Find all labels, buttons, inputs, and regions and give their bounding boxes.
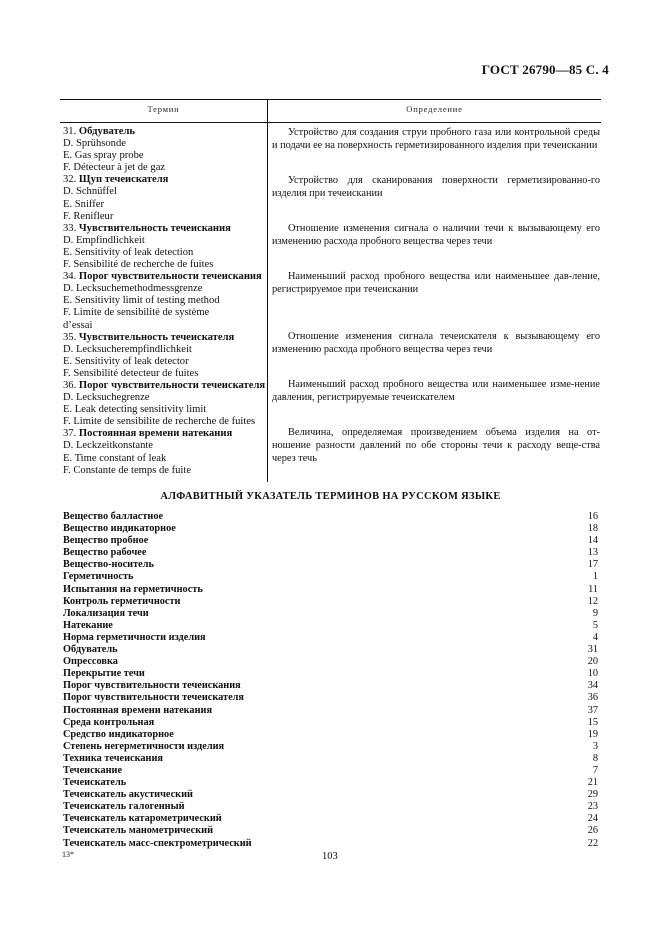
index-term: Порог чувствительности течеискания <box>63 680 241 692</box>
term-translation: F. Limite de sensibilite de recherche de fuites <box>63 416 256 428</box>
column-header-definition: Определение <box>406 104 463 114</box>
index-entry <box>63 632 598 644</box>
index-entry <box>63 729 598 741</box>
term-translation: F. Détecteur à jet de gaz <box>63 162 166 174</box>
term-translation: F. Renifleur <box>63 210 114 222</box>
term-name: Порог чувствительности течеискания <box>78 271 262 283</box>
index-page: 13 <box>587 547 598 559</box>
index-page: 1 <box>592 571 598 583</box>
term-name: Обдуватель <box>78 126 136 137</box>
index-page: 34 <box>587 680 598 692</box>
index-title: АЛФАВИТНЫЙ УКАЗАТЕЛЬ ТЕРМИНОВ НА РУССКОМ ЯЗЫКЕ <box>160 491 501 502</box>
index-entry <box>63 765 598 777</box>
page-header: ГОСТ 26790—85 С. 4 <box>481 62 609 77</box>
index-term: Течеискатель масс-спектрометрический <box>63 837 252 849</box>
index-entry <box>63 547 598 559</box>
term-heading <box>63 223 268 235</box>
term-definition <box>272 222 600 248</box>
term-translation: d’essai <box>63 319 93 331</box>
definition-text: Наименьший расход пробного вещества или наименьшее изме-нение давления, регистрируемые течеискателем <box>272 379 600 403</box>
term-number: 33. <box>63 222 77 234</box>
term-number: 36. <box>63 379 77 391</box>
index-entry <box>63 668 598 680</box>
index-page: 7 <box>592 764 598 776</box>
definition-text: Отношение изменения сигнала течеискателя к вызывающему его изменению расхода пробного вещества через течи <box>272 331 600 355</box>
index-page: 21 <box>587 777 598 789</box>
definition-text: Устройство для создания струи пробного газа или контрольной среды и подачи ее на поверхность герметизированного изделия при течеискании <box>272 127 600 151</box>
term-translation: E. Sensitivity of leak detector <box>63 355 189 367</box>
index-page: 15 <box>587 716 598 728</box>
index-page: 10 <box>587 668 598 680</box>
index-term: Течеискание <box>63 764 123 776</box>
index-entry <box>63 559 598 571</box>
definition-text: Отношение изменения сигнала о наличии течи к вызывающему его изменению расхода пробного вещества через течи <box>272 223 600 247</box>
definition-text: Устройство для сканирования поверхности герметизированно-го изделия при течеискании <box>272 175 600 199</box>
index-entry <box>63 717 598 729</box>
index-term: Течеискатель <box>63 777 127 789</box>
table-header-rule <box>60 122 601 123</box>
index-entry <box>63 596 598 608</box>
index-page: 8 <box>592 752 598 764</box>
index-page: 16 <box>587 511 598 522</box>
index-page: 14 <box>587 535 598 547</box>
term-translation: F. Limite de sensibilité de système <box>63 307 210 319</box>
index-page: 5 <box>592 619 598 631</box>
index-page: 4 <box>592 631 598 643</box>
term-number: 35. <box>63 331 77 343</box>
term-heading <box>63 126 268 138</box>
index-entry <box>63 789 598 801</box>
term-translation: F. Sensibilité de recherche de fuites <box>63 259 214 271</box>
index-term: Постоянная времени натекания <box>63 704 213 716</box>
index-term: Опрессовка <box>63 656 118 668</box>
index-term: Течеискатель акустический <box>63 789 193 801</box>
index-page: 31 <box>587 644 598 656</box>
index-page: 9 <box>592 607 598 619</box>
index-term: Локализация течи <box>63 607 149 619</box>
term-translation: D. Lecksucherempfindlichkeit <box>63 343 192 355</box>
index-term: Вещество балластное <box>63 511 164 522</box>
index-entry <box>63 692 598 704</box>
term-name: Постоянная времени натекания <box>78 428 233 440</box>
index-term: Порог чувствительности течеискателя <box>63 692 244 704</box>
index-term: Натекание <box>63 619 113 631</box>
term-name: Щуп течеискателя <box>78 174 169 186</box>
term-heading <box>63 380 268 392</box>
index-entry <box>63 838 598 850</box>
index-term: Контроль герметичности <box>63 595 181 607</box>
index-page: 23 <box>587 801 598 813</box>
index-page: 24 <box>587 813 598 825</box>
term-translation: D. Lecksuchemethodmessgrenze <box>63 283 203 295</box>
index-page: 37 <box>587 704 598 716</box>
term-translation: D. Leckzeitkonstante <box>63 440 154 452</box>
index-term: Вещество-носитель <box>63 559 154 571</box>
term-translation: D. Lecksuchegrenze <box>63 392 150 404</box>
index-entry <box>63 705 598 717</box>
term-number: 34. <box>63 271 77 283</box>
term-translation: F. Sensibilité detecteur de fuites <box>63 367 199 379</box>
index-term: Средство индикаторное <box>63 728 174 740</box>
term-translation: E. Sensitivity limit of testing method <box>63 295 220 307</box>
term-translation: F. Constante de temps de fuite <box>63 464 192 476</box>
index-entry <box>63 523 598 535</box>
index-page: 22 <box>587 837 598 849</box>
index-term: Степень негерметичности изделия <box>63 740 225 752</box>
term-definition <box>272 378 600 404</box>
index-page: 36 <box>587 692 598 704</box>
term-translation: D. Sprühsonde <box>63 138 126 150</box>
term-heading <box>63 174 268 186</box>
page-number: 103 <box>322 851 338 862</box>
term-number: 32. <box>63 174 77 186</box>
term-index <box>63 511 598 850</box>
index-entry <box>63 571 598 583</box>
term-name: Чувствительность течеискателя <box>78 331 235 343</box>
term-translation: E. Time constant of leak <box>63 452 167 464</box>
term-translation: E. Sensitivity of leak detection <box>63 246 194 258</box>
index-entry <box>63 741 598 753</box>
term-number: 37. <box>63 428 77 440</box>
footer-mark: 13* <box>62 850 74 859</box>
index-term: Течеискатель катарометрический <box>63 813 222 825</box>
column-header-term: Термин <box>147 104 180 114</box>
term-name: Порог чувствительности течеискателя <box>78 379 266 391</box>
index-entry <box>63 680 598 692</box>
table-top-rule <box>60 99 601 100</box>
index-term: Вещество пробное <box>63 535 149 547</box>
index-page: 3 <box>592 740 598 752</box>
index-term: Вещество индикаторное <box>63 523 176 535</box>
index-page: 29 <box>587 789 598 801</box>
term-heading <box>63 332 268 344</box>
index-term: Течеискатель галогенный <box>63 801 185 813</box>
index-term: Герметичность <box>63 571 134 583</box>
index-term: Среда контрольная <box>63 716 155 728</box>
index-entry <box>63 801 598 813</box>
term-definition <box>272 270 600 296</box>
index-entry <box>63 753 598 765</box>
index-entry <box>63 825 598 837</box>
terms-column <box>63 126 268 477</box>
index-page: 19 <box>587 728 598 740</box>
index-page: 17 <box>587 559 598 571</box>
term-name: Чувствительность течеискания <box>78 222 231 234</box>
term-definition <box>272 174 600 200</box>
index-entry <box>63 535 598 547</box>
term-translation: E. Sniffer <box>63 198 104 210</box>
index-entry <box>63 584 598 596</box>
index-term: Техника течеискания <box>63 752 163 764</box>
term-translation: E. Gas spray probe <box>63 150 144 162</box>
index-term: Вещество рабочее <box>63 547 147 559</box>
term-number: 31. <box>63 126 77 137</box>
index-term: Перекрытие течи <box>63 668 145 680</box>
index-page: 12 <box>587 595 598 607</box>
index-entry <box>63 608 598 620</box>
term-translation: E. Leak detecting sensitivity limit <box>63 404 207 416</box>
term-heading <box>63 271 268 283</box>
index-page: 18 <box>587 523 598 535</box>
definition-text: Величина, определяемая произведением объема изделия на от-ношение разности давлений по обе стороны течи к расходу веще-ства через течь <box>272 427 600 464</box>
term-definition <box>272 426 600 465</box>
index-term: Испытания на герметичность <box>63 583 203 595</box>
index-entry <box>63 656 598 668</box>
index-term: Обдуватель <box>63 644 118 656</box>
index-term: Норма герметичности изделия <box>63 631 206 643</box>
index-entry <box>63 777 598 789</box>
index-entry <box>63 813 598 825</box>
index-entry <box>63 620 598 632</box>
index-page: 26 <box>587 825 598 837</box>
term-definition <box>272 126 600 152</box>
term-translation: D. Schnüffel <box>63 186 117 198</box>
index-entry <box>63 644 598 656</box>
index-entry <box>63 511 598 523</box>
index-term: Течеискатель манометрический <box>63 825 214 837</box>
term-heading <box>63 428 268 440</box>
index-page: 20 <box>587 656 598 668</box>
term-translation: D. Empfindlichkeit <box>63 234 145 246</box>
index-page: 11 <box>588 583 598 595</box>
term-definition <box>272 330 600 356</box>
definition-text: Наименьший расход пробного вещества или наименьшее дав-ление, регистрируемое при течеискании <box>272 271 600 295</box>
